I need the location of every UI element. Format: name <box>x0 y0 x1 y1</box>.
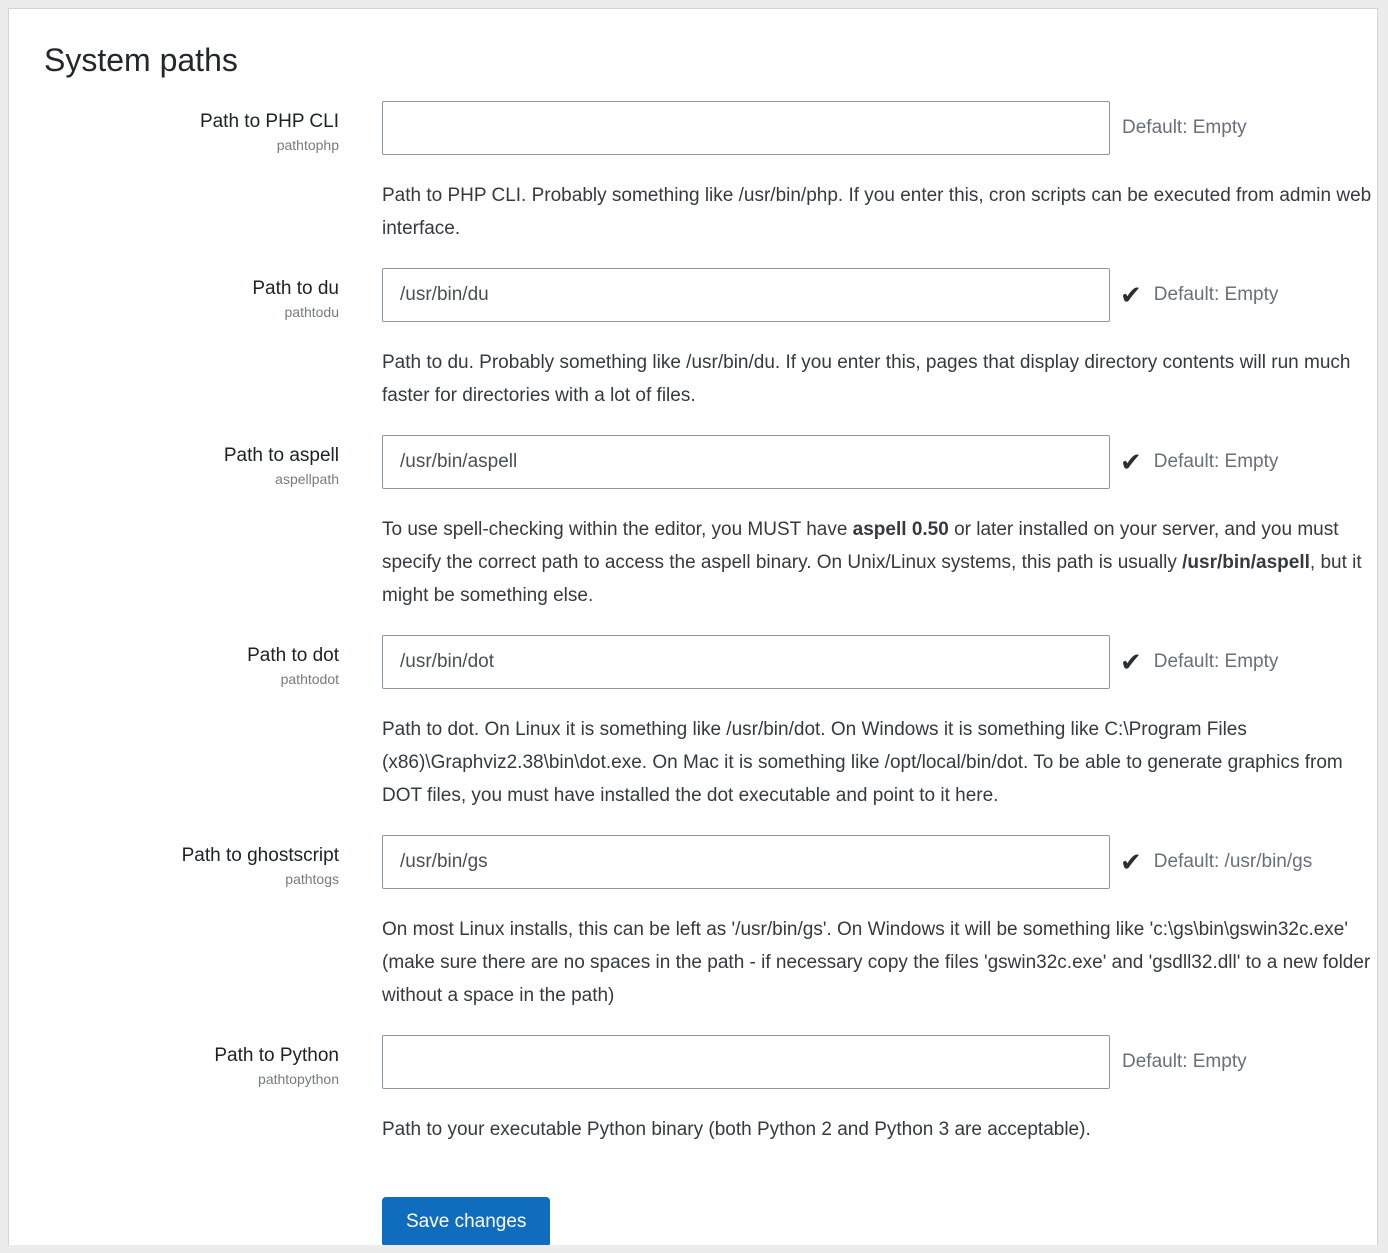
setting-row-pathtodu <box>44 268 1377 412</box>
setting-row-pathtodot <box>44 635 1377 812</box>
save-changes-button[interactable]: Save changes <box>382 1197 550 1245</box>
pathtopython-input[interactable] <box>382 1035 1110 1089</box>
modified-check-icon: ✔ <box>1120 280 1142 310</box>
setting-label-block <box>44 1035 382 1087</box>
aspellpath-input[interactable] <box>382 435 1110 489</box>
setting-shortname: pathtogs <box>285 871 339 887</box>
pathtophp-input[interactable] <box>382 101 1110 155</box>
setting-description: Path to your executable Python binary (both Python 2 and Python 3 are acceptable). <box>382 1119 1091 1140</box>
default-value-label: Default: /usr/bin/gs <box>1153 851 1313 872</box>
setting-row-pathtogs <box>44 835 1377 1012</box>
setting-label: Path to dot <box>247 645 339 666</box>
setting-description: On most Linux installs, this can be left as '/usr/bin/gs'. On Windows it will be something like 'c:\gs\bin\gswin32c.exe' (make sure there are no spaces in the path - if necessary copy the files 'gswin32c.exe' and 'gsdll32.dll' to a new folder without a space in the path) <box>382 919 1371 1006</box>
setting-shortname: pathtodu <box>284 304 339 320</box>
setting-label-block <box>44 268 382 320</box>
pathtogs-input[interactable] <box>382 835 1110 889</box>
setting-label-block <box>44 635 382 687</box>
pathtodu-input[interactable] <box>382 268 1110 322</box>
modified-check-icon: ✔ <box>1120 847 1142 877</box>
setting-label: Path to PHP CLI <box>199 111 339 132</box>
setting-shortname: pathtopython <box>258 1071 339 1087</box>
setting-label-block <box>44 835 382 887</box>
default-value-label: Default: Empty <box>1153 651 1279 672</box>
setting-description: Path to PHP CLI. Probably something like /usr/bin/php. If you enter this, cron scripts can be executed from admin web interface. <box>382 185 1372 239</box>
setting-label: Path to aspell <box>223 445 339 466</box>
setting-description: Path to dot. On Linux it is something like /usr/bin/dot. On Windows it is something like C:\Program Files (x86)\Graphviz2.38\bin\dot.exe. On Mac it is something like /opt/local/bin/dot. To be able to generate graphics from DOT files, you must have installed the dot executable and point to it here. <box>382 719 1343 806</box>
setting-row-pathtophp <box>44 101 1377 245</box>
default-value-label: Default: Empty <box>1122 1051 1247 1072</box>
setting-description: To use spell-checking within the editor, you MUST have aspell 0.50 or later installed on your server, and you must specify the correct path to access the aspell binary. On Unix/Linux systems, this path is usually /usr/bin/aspell, but it might be something else. <box>382 519 1362 606</box>
setting-label-block <box>44 101 382 153</box>
setting-label-block <box>44 435 382 487</box>
setting-shortname: pathtophp <box>276 137 339 153</box>
setting-shortname: pathtodot <box>280 671 339 687</box>
setting-label: Path to du <box>252 278 339 299</box>
modified-check-icon: ✔ <box>1120 447 1142 477</box>
setting-label: Path to ghostscript <box>181 845 339 866</box>
page-title: System paths <box>44 42 238 78</box>
setting-label: Path to Python <box>214 1045 339 1066</box>
default-value-label: Default: Empty <box>1153 284 1279 305</box>
setting-row-pathtopython <box>44 1035 1377 1146</box>
default-value-label: Default: Empty <box>1153 451 1279 472</box>
modified-check-icon: ✔ <box>1120 647 1142 677</box>
setting-row-aspellpath <box>44 435 1377 612</box>
settings-panel <box>8 8 1378 1245</box>
setting-description: Path to du. Probably something like /usr/bin/du. If you enter this, pages that display directory contents will run much faster for directories with a lot of files. <box>382 352 1351 406</box>
setting-shortname: aspellpath <box>275 471 339 487</box>
pathtodot-input[interactable] <box>382 635 1110 689</box>
default-value-label: Default: Empty <box>1122 117 1247 138</box>
